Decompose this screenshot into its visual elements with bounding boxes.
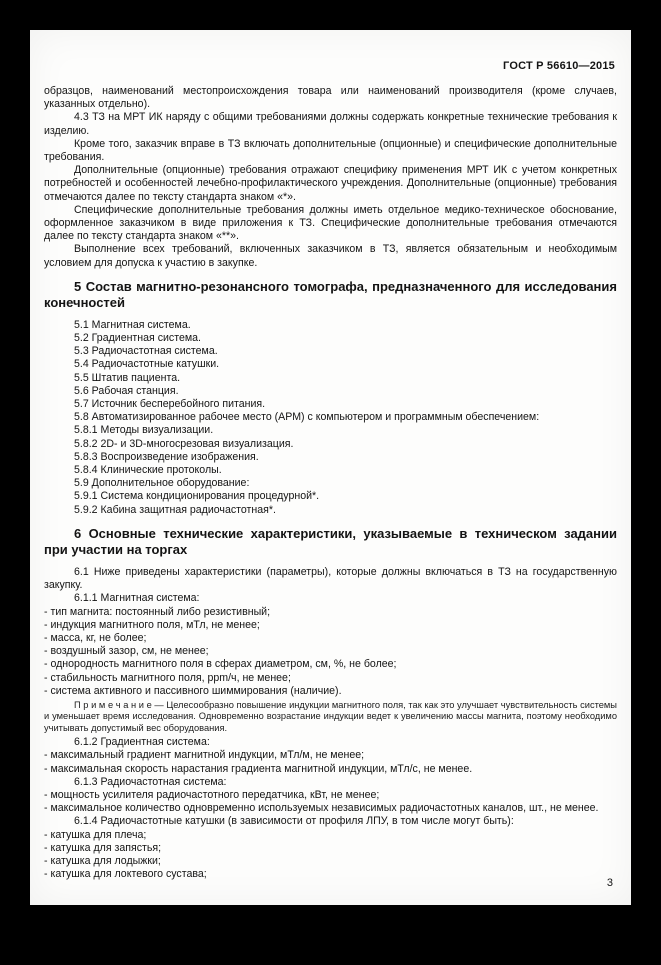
list-item: - воздушный зазор, см, не менее;	[44, 645, 209, 658]
paragraph: 5.8.1 Методы визуализации.	[74, 424, 214, 437]
list-item: - максимальное количество одновременно используемых независимых радиочастотных каналов, шт., не менее.	[44, 802, 599, 815]
paragraph: 5.7 Источник бесперебойного питания.	[74, 398, 266, 411]
list-item: - однородность магнитного поля в сферах диаметром, см, %, не более;	[44, 658, 397, 671]
standard-code-header: ГОСТ Р 56610—2015	[503, 60, 615, 72]
list-item: - стабильность магнитного поля, ppm/ч, не менее;	[44, 671, 291, 684]
paragraph: 5.2 Градиентная система.	[74, 332, 201, 345]
page-number: 3	[606, 877, 613, 889]
list-item: - максимальный градиент магнитной индукции, мТл/м, не менее;	[44, 749, 365, 762]
paragraph: 6.1.4 Радиочастотные катушки (в зависимости от профиля ЛПУ, в том числе могут быть):	[74, 815, 514, 828]
document-body	[44, 85, 617, 881]
list-item: - индукция магнитного поля, мТл, не менее;	[44, 618, 260, 631]
paragraph: 5.3 Радиочастотная система.	[74, 345, 218, 358]
paragraph: 5.9.2 Кабина защитная радиочастотная*.	[74, 503, 276, 516]
section-heading: 5 Состав магнитно-резонансного томографа, предназначенного для исследования конечностей	[44, 278, 617, 311]
list-item: - катушка для плеча;	[44, 828, 147, 841]
list-item: - катушка для локтевого сустава;	[44, 868, 207, 881]
section-heading: 6 Основные технические характеристики, указываемые в техническом задании при участии на торгах	[44, 525, 617, 558]
paragraph: 6.1 Ниже приведены характеристики (параметры), которые должны включаться в ТЗ на государственную закупку.	[44, 565, 617, 592]
paragraph: 5.8.2 2D- и 3D-многосрезовая визуализация.	[74, 437, 294, 450]
paragraph: 5.9 Дополнительное оборудование:	[74, 477, 250, 490]
paragraph: Кроме того, заказчик вправе в ТЗ включать дополнительные (опционные) и специфические дополнительные требования.	[44, 137, 617, 164]
paragraph: 4.3 ТЗ на МРТ ИК наряду с общими требованиями должны содержать конкретные технические требования к изделию.	[44, 111, 617, 137]
paragraph: 5.9.1 Система кондиционирования процедурной*.	[74, 490, 320, 503]
paragraph: 6.1.3 Радиочастотная система:	[74, 775, 227, 788]
paragraph: 5.1 Магнитная система.	[74, 318, 191, 331]
paragraph: Выполнение всех требований, включенных заказчиком в ТЗ, является обязательным и необходимым условием для допуска к участию в закупке.	[44, 243, 617, 269]
paragraph: 5.4 Радиочастотные катушки.	[74, 358, 220, 371]
note-paragraph: П р и м е ч а н и е — Целесообразно повышение индукции магнитного поля, так как это улучшает чувствительность системы и уменьшает время исследования. Одновременно возрастание индукции ведет к увеличению массы магнита, поэтому необходимо учитывать допустимый вес оборудования.	[44, 699, 617, 733]
paragraph: 5.5 Штатив пациента.	[74, 371, 181, 384]
paragraph: 5.6 Рабочая станция.	[74, 384, 179, 397]
paragraph: 5.8.3 Воспроизведение изображения.	[74, 450, 259, 463]
list-item: - мощность усилителя радиочастотного передатчика, кВт, не менее;	[44, 788, 380, 801]
paragraph: 6.1.2 Градиентная система:	[74, 736, 210, 749]
list-item: - максимальная скорость нарастания градиента магнитной индукции, мТл/с, не менее.	[44, 762, 473, 775]
paragraph: Специфические дополнительные требования должны иметь отдельное медико-техническое обоснование, оформленное заказчиком в виде приложения к ТЗ. Специфические дополнительные требования отмечаются далее по тексту стандарта знаком «**».	[44, 203, 617, 243]
paragraph: образцов, наименований местопроисхождения товара или наименований производителя (кроме случаев, указанных отдельно).	[44, 85, 617, 111]
list-item: - система активного и пассивного шиммирования (наличие).	[44, 684, 342, 697]
paragraph: 5.8 Автоматизированное рабочее место (АРМ) с компьютером и программным обеспечением:	[74, 411, 540, 424]
list-item: - масса, кг, не более;	[44, 631, 147, 644]
document-page	[30, 30, 631, 905]
paragraph: 5.8.4 Клинические протоколы.	[74, 464, 222, 477]
list-item: - тип магнита: постоянный либо резистивный;	[44, 605, 271, 618]
paragraph: Дополнительные (опционные) требования отражают специфику применения МРТ ИК с учетом конкретных потребностей и особенностей лечебно-профилактического учреждения. Дополнительные (опционные) требования отмечаются далее по тексту стандарта знаком «*».	[44, 164, 617, 203]
list-item: - катушка для запястья;	[44, 841, 162, 854]
paragraph: 6.1.1 Магнитная система:	[74, 592, 200, 605]
list-item: - катушка для лодыжки;	[44, 854, 161, 867]
